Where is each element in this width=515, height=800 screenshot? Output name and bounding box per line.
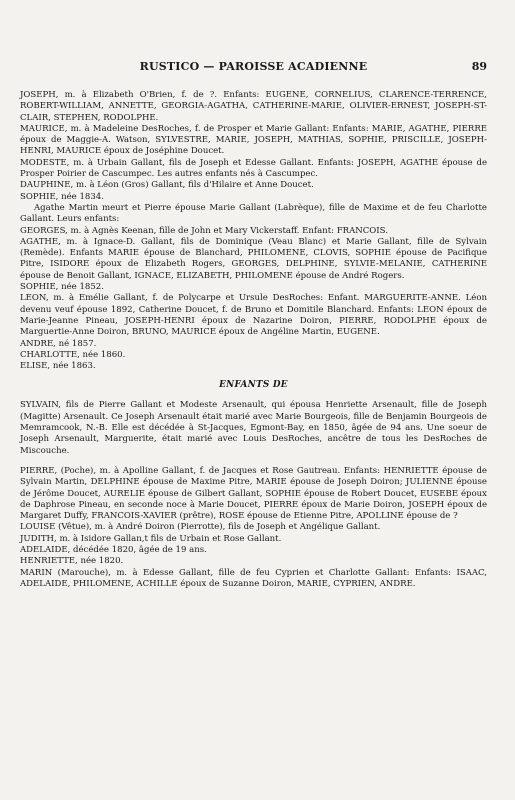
entry-georges: GEORGES, m. à Agnès Keenan, fille de John et Mary Vickerstaff. Enfant: FRANCOIS.: [20, 225, 388, 236]
section-heading: ENFANTS DE: [219, 380, 288, 391]
spacer: [20, 457, 487, 466]
entry-elise: ELISE, née 1863.: [20, 361, 96, 372]
entry-leon: LEON, m. à Emélie Gallant, f. de Polycarpe et Ursule DesRoches: Enfant. MARGUERITE-ANNE. Léon devenu veuf épouse 1892, Catherine Doucet, f. de Bruno et Domitile Blanchard. Enfants: LEON époux de Marie-Jeanne Pineau, JOSEPH-HENRI époux de Nazarine Doiron, PIERRE, RODOLPHE époux de Marguertie-Anne Doiron, BRUNO, MAURICE époux de Angéline Martin, EUGENE.: [20, 293, 487, 338]
page-body: [20, 90, 487, 590]
entry-dauphine: DAUPHINE, m. à Léon (Gros) Gallant, fils d'Hilaire et Anne Doucet.: [20, 180, 314, 191]
entry-henriette: HENRIETTE, née 1820.: [20, 556, 124, 567]
running-title: RUSTICO — PAROISSE ACADIENNE: [139, 60, 368, 73]
entry-marin: MARIN (Marouche), m. à Edesse Gallant, fille de feu Cyprien et Charlotte Gallant: Enfants: ISAAC, ADELAIDE, PHILOMENE, ACHILLE époux de Suzanne Doiron, MARIE, CYPRIEN, ANDRE.: [20, 567, 487, 589]
entry-charlotte: CHARLOTTE, née 1860.: [20, 349, 126, 360]
entry-modeste: MODESTE, m. à Urbain Gallant, fils de Joseph et Edesse Gallant. Enfants: JOSEPH, AGATHE épouse de Prosper Poirier de Cascumpec. Les autres enfants nés à Cascumpec.: [20, 157, 487, 180]
page-number: 89: [471, 60, 487, 73]
entry-pierre-poche: PIERRE, (Poche), m. à Apolline Gallant, f. de Jacques et Rose Gautreau. Enfants: HENRIETTE épouse de Sylvain Martin, DELPHINE épouse de Maxime Pitre, MARIE épouse de Joseph Doiron; JULIENNE épouse de Jérôme Doucet, AURELIE épouse de Gilbert Gallant, SOPHIE épouse de Robert Doucet, EUSEBE époux de Daphrose Pineau, en seconde noce à Marie Doucet, PIERRE époux de Marie Doiron, JOSEPH époux de Margaret Duffy, FRANCOIS-XAVIER (prêtre), ROSE épouse de Etienne Pitre, APOLLINE épouse de ?: [20, 465, 487, 522]
page-header: [20, 60, 487, 76]
entry-louise: LOUISE (Vêtue), m. à André Doiron (Pierrotte), fils de Joseph et Angélique Gallant.: [20, 522, 381, 533]
entry-sophie-1834: SOPHIE, née 1834.: [20, 191, 104, 202]
entry-judith: JUDITH, m. à Isidore Gallan,t fils de Urbain et Rose Gallant.: [20, 533, 282, 544]
entry-agathe: AGATHE, m. à Ignace-D. Gallant, fils de Dominique (Veau Blanc) et Marie Gallant, fille de Sylvain (Remède). Enfants MARIE épouse de Blanchard, PHILOMENE, CLOVIS, SOPHIE épouse de Pacifique Pitre, ISIDORE époux de Elizabeth Rogers, GEORGES, DELPHINE, SYLVIE-MELANIE, CATHERINE épouse de Benoit Gallant, IGNACE, ELIZABETH, PHILOMENE épouse de André Rogers.: [20, 236, 487, 281]
narrative-agathe-martin: Agathe Martin meurt et Pierre épouse Marie Gallant (Labrèque), fille de Maxime et de feu Charlotte Gallant. Leurs enfants:: [20, 202, 487, 225]
entry-maurice: MAURICE, m. à Madeleine DesRoches, f. de Prosper et Marie Gallant: Enfants: MARIE, AGATHE, PIERRE époux de Maggie-A. Watson, SYLVESTRE, MARIE, JOSEPH, MATHIAS, SOPHIE, PRISCILLE, JOSEPH-HENRI, MAURICE époux de Joséphine Doucet.: [20, 123, 487, 157]
entry-joseph: JOSEPH, m. à Elizabeth O'Brien, f. de ?. Enfants: EUGENE, CORNELIUS, CLARENCE-TERRENCE, ROBERT-WILLIAM, ANNETTE, GEORGIA-AGATHA, CATHERINE-MARIE, OLIVIER-ERNEST, JOSEPH-ST-CLAIR, STEPHEN, RODOLPHE.: [20, 90, 487, 123]
entry-sylvain: SYLVAIN, fils de Pierre Gallant et Modeste Arsenault, qui épousa Henriette Arsenault, fille de Joseph (Magitte) Arsenault. Ce Joseph Arsenault était marié avec Marie Bourgeois, fille de Benjamin Bourgeois de Memramcook, N.-B. Elle est décédée à St-Jacques, Egmont-Bay, en 1850, âgée de 94 ans. Une soeur de Joseph Arsenault, Marguerite, était marié avec Louis DesRoches, ancêtre de tous les DesRoches de Miscouche.: [20, 400, 487, 456]
entry-andre: ANDRE, né 1857.: [20, 338, 97, 349]
entry-adelaide: ADELAIDE, décédée 1820, âgée de 19 ans.: [20, 544, 207, 555]
entry-sophie-1852: SOPHIE, née 1852.: [20, 282, 104, 293]
